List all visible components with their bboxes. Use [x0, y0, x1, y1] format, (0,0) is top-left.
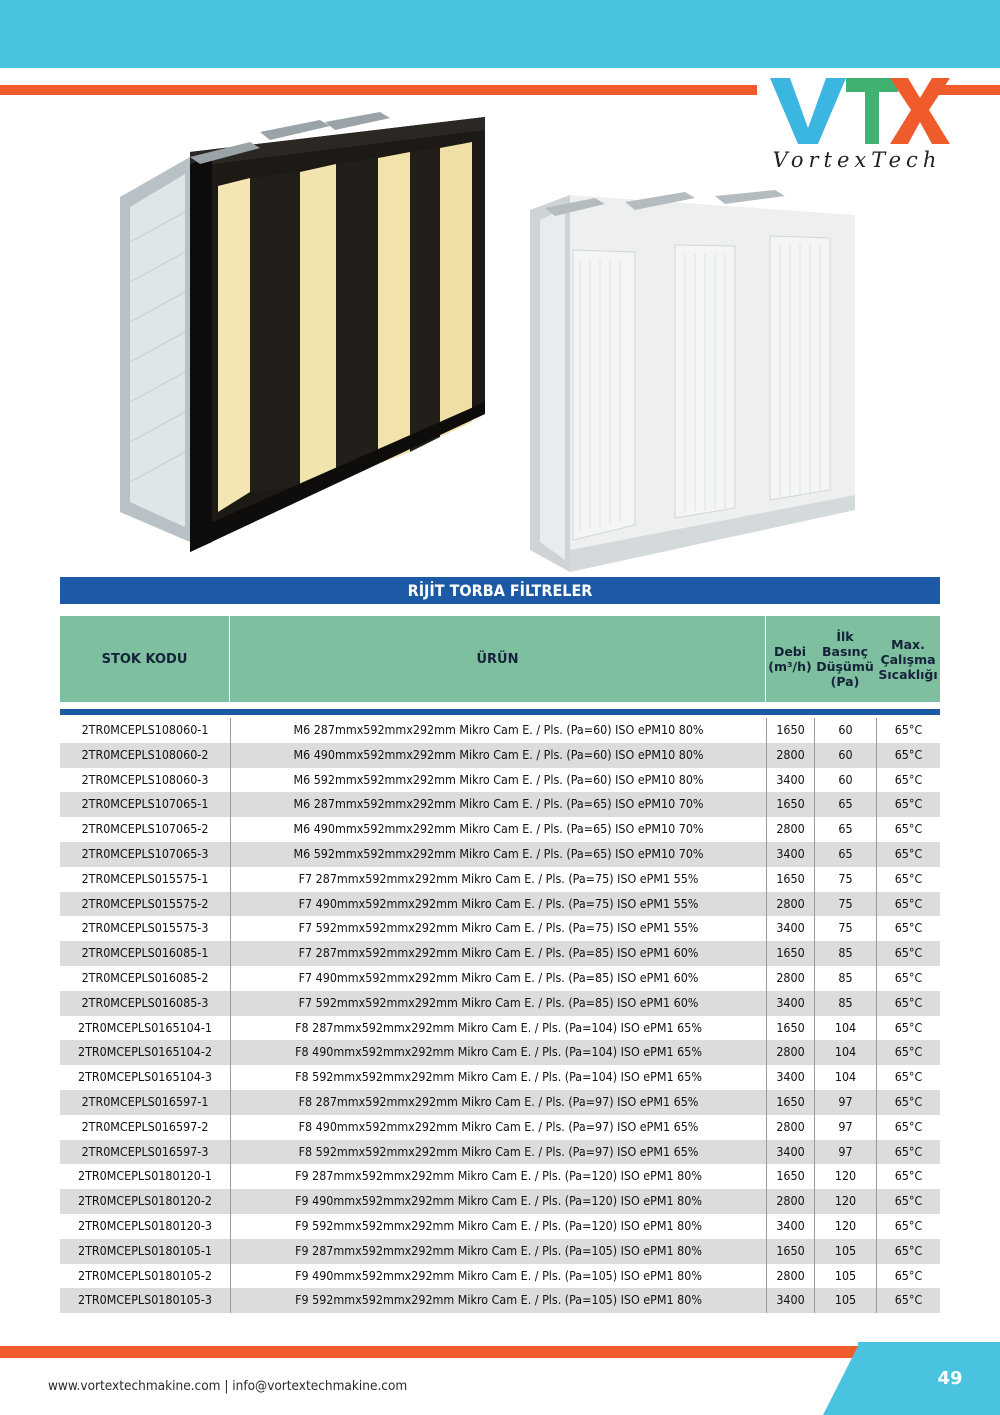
product-cell: F7 592mmx592mmx292mm Mikro Cam E. / Pls. (Pa=75) ISO ePM1 55%	[230, 916, 766, 941]
stock-code-cell: 2TR0MCEPLS0180120-2	[78, 1193, 212, 1209]
max-temperature-cell: 65°C	[876, 1264, 940, 1289]
pressure-drop-cell: 105	[814, 1288, 876, 1313]
flow-rate-cell: 1650	[766, 941, 814, 966]
flow-rate-cell: 1650	[766, 867, 814, 892]
stock-code-cell: 2TR0MCEPLS015575-3	[81, 920, 209, 936]
pressure-drop-cell: 104	[814, 1016, 876, 1041]
pressure-drop-cell: 60	[814, 743, 876, 768]
product-cell: F8 490mmx592mmx292mm Mikro Cam E. / Pls. (Pa=97) ISO ePM1 65%	[230, 1115, 766, 1140]
footer-page-tab	[858, 1342, 1000, 1415]
stock-code-cell: 2TR0MCEPLS107065-1	[81, 796, 209, 812]
stock-code-cell: 2TR0MCEPLS016085-3	[81, 994, 209, 1010]
header-pressure-drop: İlk Basınç Düşümü (Pa)	[816, 629, 874, 689]
table-row	[60, 1264, 940, 1289]
stock-code-cell: 2TR0MCEPLS0165104-3	[78, 1069, 212, 1085]
max-temperature-cell: 65°C	[876, 1090, 940, 1115]
section-title: RİJİT TORBA FİLTRELER	[60, 577, 940, 604]
table-row	[60, 768, 940, 793]
top-accent-line	[0, 85, 757, 95]
table-row	[60, 1040, 940, 1065]
max-temperature-cell: 65°C	[876, 792, 940, 817]
max-temperature-cell: 65°C	[876, 867, 940, 892]
table-row	[60, 1115, 940, 1140]
max-temperature-cell: 65°C	[876, 1214, 940, 1239]
footer-tab-slant	[823, 1346, 858, 1415]
flow-rate-cell: 1650	[766, 792, 814, 817]
footer-accent-line	[0, 1346, 858, 1358]
stock-code-cell: 2TR0MCEPLS108060-2	[81, 746, 209, 762]
product-cell: F9 490mmx592mmx292mm Mikro Cam E. / Pls. (Pa=120) ISO ePM1 80%	[230, 1189, 766, 1214]
pressure-drop-cell: 85	[814, 966, 876, 991]
pressure-drop-cell: 97	[814, 1115, 876, 1140]
pressure-drop-cell: 85	[814, 941, 876, 966]
flow-rate-cell: 2800	[766, 1115, 814, 1140]
flow-rate-cell: 3400	[766, 768, 814, 793]
max-temperature-cell: 65°C	[876, 817, 940, 842]
stock-code-cell: 2TR0MCEPLS107065-2	[81, 821, 209, 837]
flow-rate-cell: 3400	[766, 916, 814, 941]
table-row	[60, 867, 940, 892]
product-cell: F8 490mmx592mmx292mm Mikro Cam E. / Pls. (Pa=104) ISO ePM1 65%	[230, 1040, 766, 1065]
header-max-temperature: Max. Çalışma Sıcaklığı	[878, 636, 938, 682]
flow-rate-cell: 3400	[766, 1214, 814, 1239]
pressure-drop-cell: 65	[814, 792, 876, 817]
product-cell: M6 287mmx592mmx292mm Mikro Cam E. / Pls. (Pa=65) ISO ePM10 70%	[230, 792, 766, 817]
table-row	[60, 916, 940, 941]
top-banner	[0, 0, 1000, 68]
product-cell: F9 287mmx592mmx292mm Mikro Cam E. / Pls. (Pa=120) ISO ePM1 80%	[230, 1164, 766, 1189]
pressure-drop-cell: 75	[814, 916, 876, 941]
product-cell: F9 592mmx592mmx292mm Mikro Cam E. / Pls. (Pa=120) ISO ePM1 80%	[230, 1214, 766, 1239]
table-row	[60, 842, 940, 867]
stock-code-cell: 2TR0MCEPLS0165104-2	[78, 1044, 212, 1060]
flow-rate-cell: 3400	[766, 1065, 814, 1090]
max-temperature-cell: 65°C	[876, 842, 940, 867]
table-row	[60, 1288, 940, 1313]
pressure-drop-cell: 60	[814, 768, 876, 793]
stock-code-cell: 2TR0MCEPLS108060-3	[81, 771, 209, 787]
table-header	[60, 616, 940, 702]
pressure-drop-cell: 75	[814, 867, 876, 892]
max-temperature-cell: 65°C	[876, 1115, 940, 1140]
max-temperature-cell: 65°C	[876, 1065, 940, 1090]
pressure-drop-cell: 60	[814, 718, 876, 743]
product-cell: M6 490mmx592mmx292mm Mikro Cam E. / Pls. (Pa=60) ISO ePM10 80%	[230, 743, 766, 768]
header-product: ÜRÜN	[230, 616, 766, 702]
product-cell: F8 287mmx592mmx292mm Mikro Cam E. / Pls. (Pa=104) ISO ePM1 65%	[230, 1016, 766, 1041]
table-row	[60, 1239, 940, 1264]
stock-code-cell: 2TR0MCEPLS016085-2	[81, 969, 209, 985]
table-row	[60, 1090, 940, 1115]
header-divider	[60, 709, 940, 715]
header-stock-code: STOK KODU	[60, 616, 230, 702]
pressure-drop-cell: 65	[814, 842, 876, 867]
stock-code-cell: 2TR0MCEPLS108060-1	[81, 722, 209, 737]
pressure-drop-cell: 97	[814, 1090, 876, 1115]
product-cell: F9 287mmx592mmx292mm Mikro Cam E. / Pls. (Pa=105) ISO ePM1 80%	[230, 1239, 766, 1264]
table-row	[60, 1189, 940, 1214]
table-row	[60, 1140, 940, 1165]
max-temperature-cell: 65°C	[876, 1239, 940, 1264]
flow-rate-cell: 2800	[766, 1040, 814, 1065]
flow-rate-cell: 1650	[766, 1016, 814, 1041]
stock-code-cell: 2TR0MCEPLS0180120-1	[78, 1168, 212, 1184]
stock-code-cell: 2TR0MCEPLS016597-3	[81, 1143, 209, 1159]
product-cell: F8 287mmx592mmx292mm Mikro Cam E. / Pls. (Pa=97) ISO ePM1 65%	[230, 1090, 766, 1115]
max-temperature-cell: 65°C	[876, 718, 940, 743]
stock-code-cell: 2TR0MCEPLS0165104-1	[78, 1019, 212, 1035]
max-temperature-cell: 65°C	[876, 966, 940, 991]
white-frame-filter-image	[525, 190, 865, 572]
pressure-drop-cell: 75	[814, 892, 876, 917]
stock-code-cell: 2TR0MCEPLS0180105-1	[78, 1242, 212, 1258]
pressure-drop-cell: 120	[814, 1189, 876, 1214]
max-temperature-cell: 65°C	[876, 1288, 940, 1313]
product-cell: F8 592mmx592mmx292mm Mikro Cam E. / Pls. (Pa=104) ISO ePM1 65%	[230, 1065, 766, 1090]
table-body	[60, 718, 940, 1313]
max-temperature-cell: 65°C	[876, 1016, 940, 1041]
flow-rate-cell: 1650	[766, 1239, 814, 1264]
pressure-drop-cell: 104	[814, 1040, 876, 1065]
max-temperature-cell: 65°C	[876, 768, 940, 793]
table-row	[60, 743, 940, 768]
product-cell: F7 287mmx592mmx292mm Mikro Cam E. / Pls. (Pa=75) ISO ePM1 55%	[230, 867, 766, 892]
stock-code-cell: 2TR0MCEPLS107065-3	[81, 845, 209, 861]
max-temperature-cell: 65°C	[876, 1140, 940, 1165]
table-row	[60, 966, 940, 991]
max-temperature-cell: 65°C	[876, 1189, 940, 1214]
flow-rate-cell: 1650	[766, 1090, 814, 1115]
footer-contact: www.vortextechmakine.com | info@vortextechmakine.com	[48, 1378, 408, 1394]
flow-rate-cell: 2800	[766, 1264, 814, 1289]
product-cell: F9 592mmx592mmx292mm Mikro Cam E. / Pls. (Pa=105) ISO ePM1 80%	[230, 1288, 766, 1313]
table-row	[60, 1164, 940, 1189]
pressure-drop-cell: 120	[814, 1164, 876, 1189]
flow-rate-cell: 2800	[766, 743, 814, 768]
stock-code-cell: 2TR0MCEPLS015575-2	[81, 895, 209, 911]
max-temperature-cell: 65°C	[876, 1040, 940, 1065]
max-temperature-cell: 65°C	[876, 1164, 940, 1189]
product-cell: F8 592mmx592mmx292mm Mikro Cam E. / Pls. (Pa=97) ISO ePM1 65%	[230, 1140, 766, 1165]
stock-code-cell: 2TR0MCEPLS016597-2	[81, 1118, 209, 1134]
product-cell: M6 592mmx592mmx292mm Mikro Cam E. / Pls. (Pa=65) ISO ePM10 70%	[230, 842, 766, 867]
table-row	[60, 991, 940, 1016]
table-row	[60, 817, 940, 842]
flow-rate-cell: 3400	[766, 1288, 814, 1313]
flow-rate-cell: 2800	[766, 966, 814, 991]
table-row	[60, 1016, 940, 1041]
stock-code-cell: 2TR0MCEPLS0180120-3	[78, 1217, 212, 1233]
product-cell: F7 490mmx592mmx292mm Mikro Cam E. / Pls. (Pa=75) ISO ePM1 55%	[230, 892, 766, 917]
pressure-drop-cell: 105	[814, 1264, 876, 1289]
black-frame-filter-image	[110, 112, 490, 577]
product-cell: M6 287mmx592mmx292mm Mikro Cam E. / Pls. (Pa=60) ISO ePM10 80%	[230, 718, 766, 743]
flow-rate-cell: 2800	[766, 892, 814, 917]
table-row	[60, 792, 940, 817]
pressure-drop-cell: 65	[814, 817, 876, 842]
table-row	[60, 892, 940, 917]
flow-rate-cell: 2800	[766, 1189, 814, 1214]
flow-rate-cell: 3400	[766, 991, 814, 1016]
header-flow-rate: Debi (m³/h)	[768, 644, 812, 674]
flow-rate-cell: 1650	[766, 718, 814, 743]
flow-rate-cell: 3400	[766, 842, 814, 867]
max-temperature-cell: 65°C	[876, 892, 940, 917]
stock-code-cell: 2TR0MCEPLS0180105-2	[78, 1267, 212, 1283]
table-row	[60, 1214, 940, 1239]
table-row	[60, 718, 940, 743]
pressure-drop-cell: 120	[814, 1214, 876, 1239]
product-cell: F7 592mmx592mmx292mm Mikro Cam E. / Pls. (Pa=85) ISO ePM1 60%	[230, 991, 766, 1016]
product-cell: M6 490mmx592mmx292mm Mikro Cam E. / Pls. (Pa=65) ISO ePM10 70%	[230, 817, 766, 842]
flow-rate-cell: 2800	[766, 817, 814, 842]
product-cell: F9 490mmx592mmx292mm Mikro Cam E. / Pls. (Pa=105) ISO ePM1 80%	[230, 1264, 766, 1289]
product-cell: F7 490mmx592mmx292mm Mikro Cam E. / Pls. (Pa=85) ISO ePM1 60%	[230, 966, 766, 991]
stock-code-cell: 2TR0MCEPLS0180105-3	[78, 1292, 212, 1308]
table-row	[60, 1065, 940, 1090]
pressure-drop-cell: 85	[814, 991, 876, 1016]
pressure-drop-cell: 104	[814, 1065, 876, 1090]
max-temperature-cell: 65°C	[876, 743, 940, 768]
max-temperature-cell: 65°C	[876, 991, 940, 1016]
flow-rate-cell: 3400	[766, 1140, 814, 1165]
stock-code-cell: 2TR0MCEPLS016597-1	[81, 1093, 209, 1109]
page-number: 49	[937, 1368, 963, 1389]
pressure-drop-cell: 97	[814, 1140, 876, 1165]
stock-code-cell: 2TR0MCEPLS015575-1	[81, 870, 209, 886]
flow-rate-cell: 1650	[766, 1164, 814, 1189]
table-row	[60, 941, 940, 966]
stock-code-cell: 2TR0MCEPLS016085-1	[81, 945, 209, 961]
pressure-drop-cell: 105	[814, 1239, 876, 1264]
max-temperature-cell: 65°C	[876, 916, 940, 941]
max-temperature-cell: 65°C	[876, 941, 940, 966]
product-cell: F7 287mmx592mmx292mm Mikro Cam E. / Pls. (Pa=85) ISO ePM1 60%	[230, 941, 766, 966]
product-cell: M6 592mmx592mmx292mm Mikro Cam E. / Pls. (Pa=60) ISO ePM10 80%	[230, 768, 766, 793]
brand-tagline: VortexTech	[772, 148, 942, 172]
